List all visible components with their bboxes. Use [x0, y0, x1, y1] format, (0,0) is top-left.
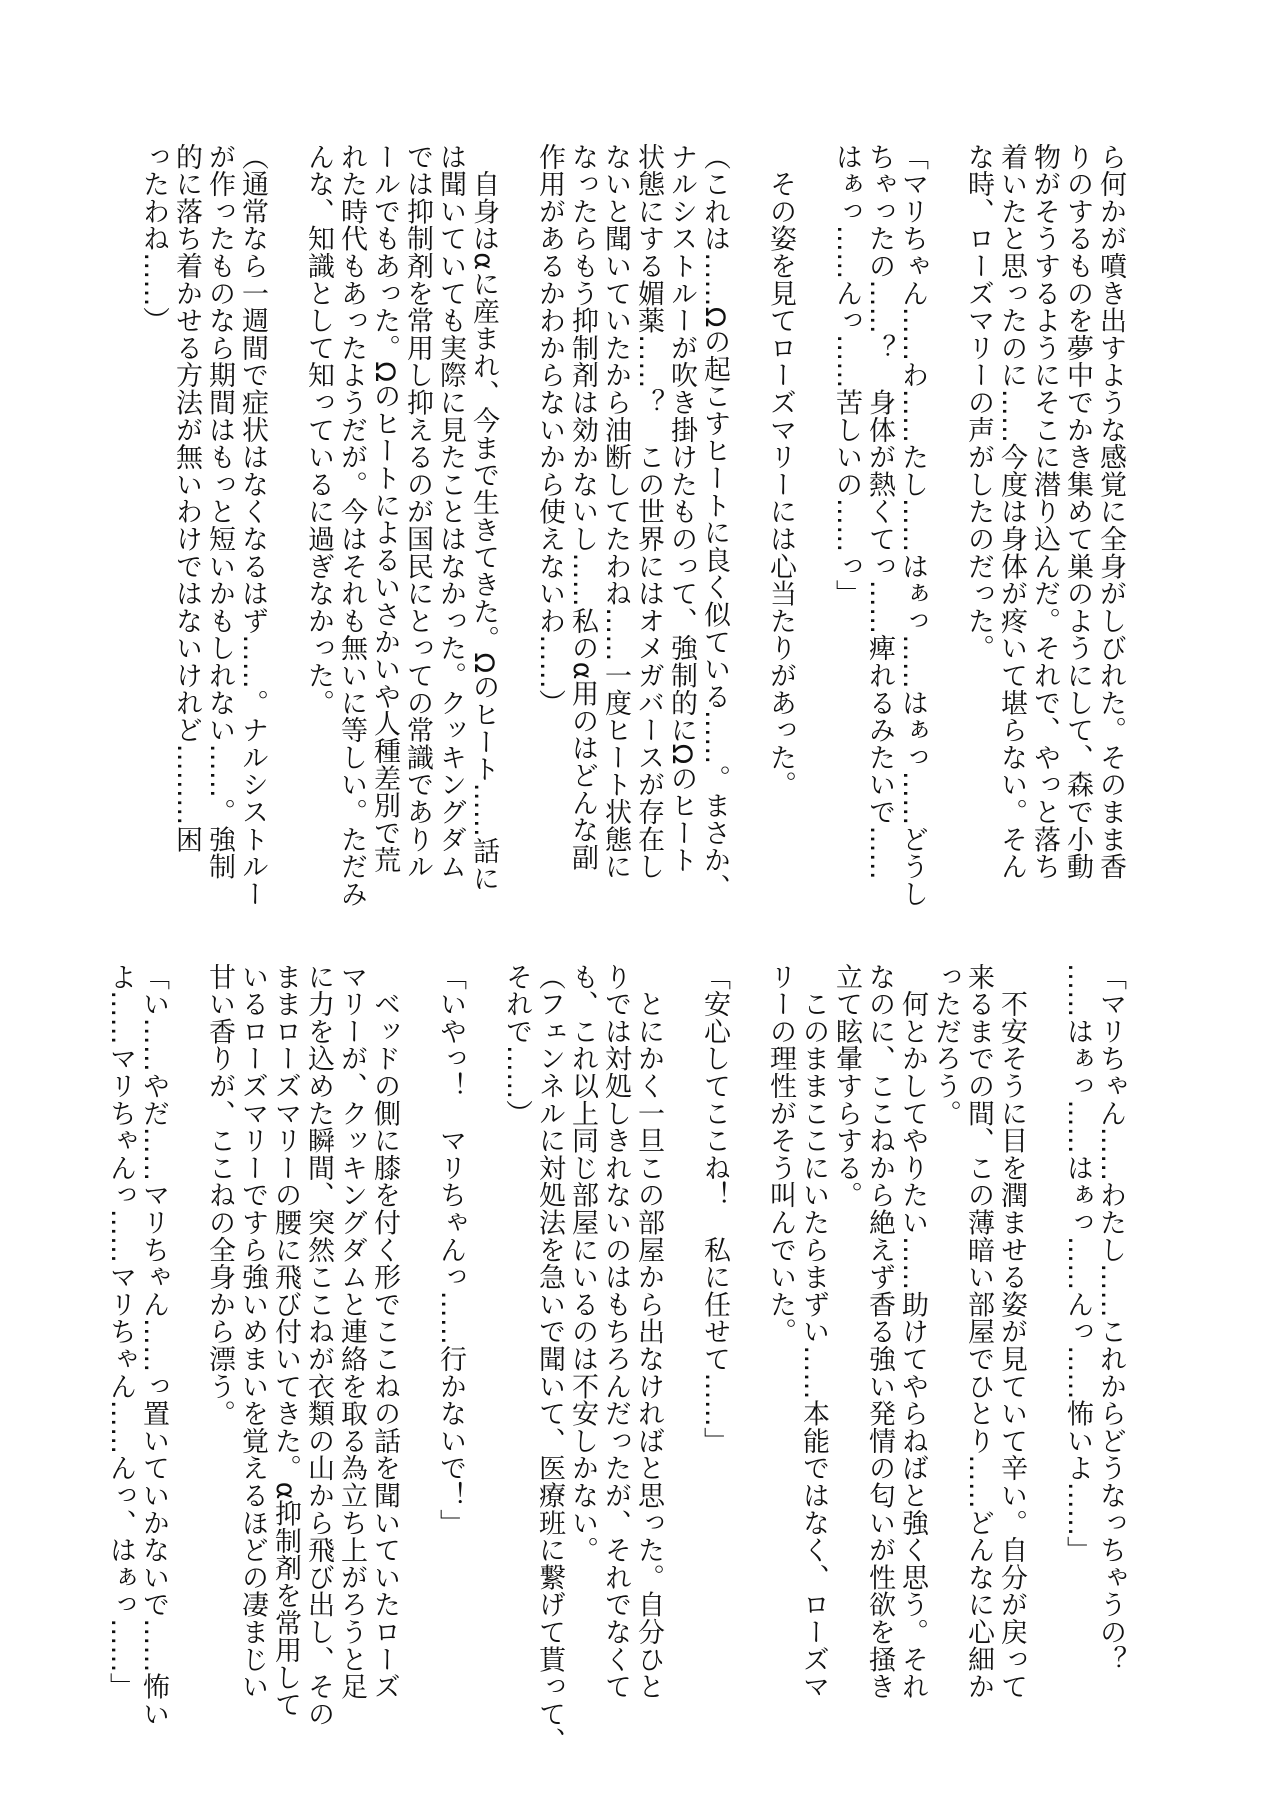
- text-column: 不安そうに目を潤ませる姿が見ていて辛い。自分が戻って: [996, 963, 1027, 1701]
- text-column: 状態にする媚薬……？ この世界にはオメガバースが存在し: [633, 143, 664, 881]
- text-column: 何とかしてやりたい……助けてやらねばと強く思う。それ: [897, 963, 928, 1701]
- text-column: ールでもあった。Ωのヒートによるいさかいや人種差別で荒: [369, 143, 400, 874]
- text-column: 的に落ち着かせる方法が無いわけではないけれど………困: [171, 143, 202, 853]
- blank-column: [401, 963, 434, 1708]
- blank-column: [467, 963, 500, 1708]
- text-column: マリーが、クッキングダムと連絡を取る為立ち上がろうと足: [336, 963, 367, 1701]
- blank-column: [797, 143, 830, 888]
- blank-column: [929, 143, 962, 888]
- text-column: が作ったものなら期間はもっと短いかもしれない……。強制: [204, 143, 235, 881]
- text-column: このままここにいたらまずい……本能ではなく、ローズマ: [798, 963, 829, 1701]
- text-column: 自身はαに産まれ、今まで生きてきた。Ωのヒート……話に: [468, 143, 499, 892]
- text-column: その姿を見てローズマリーには心当たりがあった。: [765, 143, 796, 799]
- blank-column: [269, 143, 302, 888]
- text-column: 作用があるかわからないから使えないわ……）: [534, 143, 565, 717]
- text-column: 「マリちゃん……わたし……これからどうなっちゃうの？: [1095, 963, 1126, 1673]
- text-column: ……はぁっ……はぁっ……んっ……怖いよ……」: [1062, 963, 1093, 1564]
- blank-column: [170, 963, 203, 1708]
- text-column: ちゃったの……？ 身体が熱くてっ……痺れるみたいで……: [864, 143, 895, 881]
- text-column: んな、知識として知っているに過ぎなかった。: [303, 143, 334, 717]
- text-column: も、これ以上同じ部屋にいるのは不安しかない。: [567, 963, 598, 1564]
- blank-column: [731, 143, 764, 888]
- lower-text-block: [104, 963, 1127, 1755]
- text-column: それで……）: [501, 963, 532, 1127]
- text-column: なのに、ここねから絶えず香る強い発情の匂いが性欲を掻き: [864, 963, 895, 1701]
- text-column: （通常なら一週間で症状はなくなるはず……。ナルシストルー: [237, 143, 268, 908]
- text-column: はぁっ……んっ……苦しいの……っ」: [831, 143, 862, 608]
- text-column: 来るまでの間、この薄暗い部屋でひとり……どんなに心細か: [963, 963, 994, 1701]
- text-column: れた時代もあったようだが。今はそれも無いに等しい。ただみ: [336, 143, 367, 908]
- text-column: りのするものを夢中でかき集めて巣のようにして、森で小動: [1062, 143, 1093, 881]
- text-column: 「い……やだ……マリちゃん……っ置いていかないで……怖い: [138, 963, 169, 1728]
- text-column: とにかく一旦この部屋から出なければと思った。自分ひと: [633, 963, 664, 1701]
- text-column: 「安心してここね！ 私に任せて……」: [699, 963, 730, 1455]
- text-column: ら何かが噴き出すような感覚に全身がしびれた。そのまま香: [1095, 143, 1126, 881]
- text-column: いるローズマリーですら強いめまいを覚えるほどの凄まじい: [237, 963, 268, 1701]
- text-column: では抑制剤を常用し抑えるのが国民にとっての常識でありル: [402, 143, 433, 881]
- blank-column: [1028, 963, 1061, 1708]
- blank-column: [665, 963, 698, 1708]
- blank-column: [731, 963, 764, 1708]
- text-column: っただろう。: [930, 963, 961, 1127]
- text-column: ないと聞いていたから油断してたわね……一度ヒート状態に: [600, 143, 631, 881]
- text-column: 「マリちゃん……わ……たし……はぁっ……はぁっ……どうし: [897, 143, 928, 908]
- text-column: （これは……Ωの起こすヒートに良く似ている……。まさか、: [699, 143, 730, 902]
- text-column: 物がそうするようにそこに潜り込んだ。それで、やっと落ち: [1029, 143, 1060, 881]
- text-column: なったらもう抑制剤は効かないし……私のα用のはどんな副: [567, 143, 598, 871]
- text-column: ったわね……）: [138, 143, 169, 335]
- text-column: 甘い香りが、ここねの全身から漂う。: [204, 963, 235, 1428]
- text-column: 立て眩暈すらする。: [831, 963, 862, 1209]
- text-column: 着いたと思ったのに……今度は身体が疼いて堪らない。そん: [996, 143, 1027, 881]
- text-column: リーの理性がそう叫んでいた。: [765, 963, 796, 1346]
- text-column: 「いやっ！ マリちゃんっ……行かないで！」: [435, 963, 466, 1537]
- upper-text-block: [137, 143, 1127, 908]
- text-column: ナルシストルーが吹き掛けたものって、強制的にΩのヒート: [666, 143, 697, 874]
- text-column: よ……マリちゃんっ……マリちゃん……んっ、はぁっ……」: [105, 963, 136, 1701]
- text-column: ままローズマリーの腰に飛び付いてきた。α抑制剤を常用して: [270, 963, 301, 1719]
- text-column: に力を込めた瞬間、突然ここねが衣類の山から飛び出し、その: [303, 963, 334, 1728]
- text-column: ベッドの側に膝を付く形でここねの話を聞いていたローズ: [369, 963, 400, 1701]
- text-column: （フェンネルに対処法を急いで聞いて、医療班に繋げて貰って、: [534, 963, 565, 1755]
- text-column: な時、ローズマリーの声がしたのだった。: [963, 143, 994, 662]
- text-column: りでは対処しきれないのはもちろんだったが、それでなくて: [600, 963, 631, 1701]
- text-column: は聞いていても実際に見たことはなかった。クッキングダム: [435, 143, 466, 881]
- blank-column: [500, 143, 533, 888]
